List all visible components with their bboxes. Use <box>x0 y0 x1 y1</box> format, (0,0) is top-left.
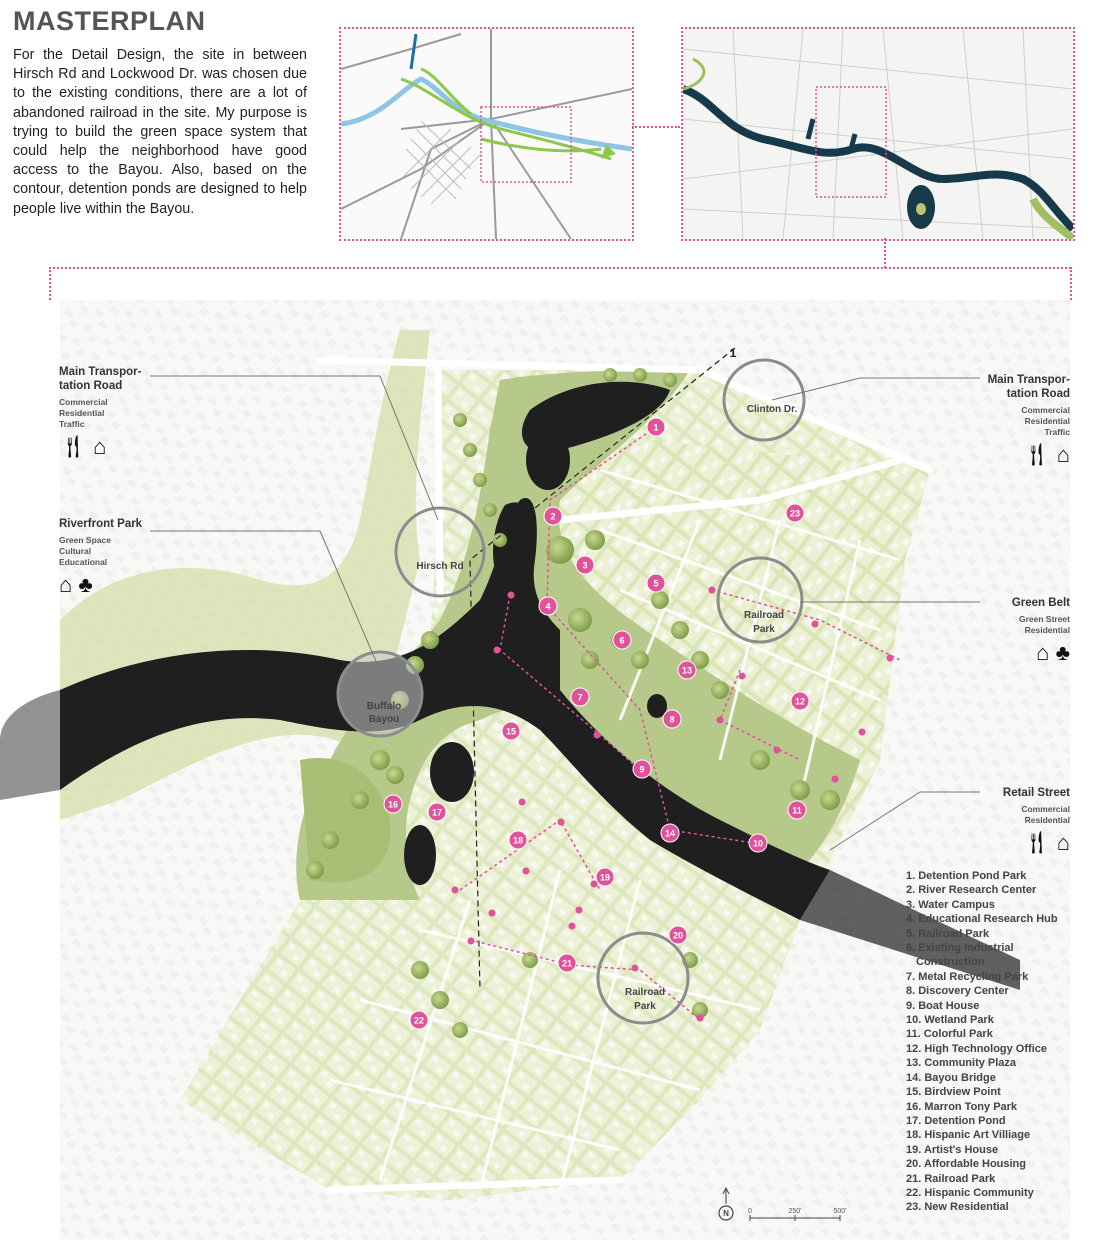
legend-item: 4. Educational Research Hub <box>906 913 1058 926</box>
site-marker-label-8: 8 <box>669 714 675 725</box>
legend-item: 12. High Technology Office <box>906 1042 1047 1055</box>
legend-item: 13. Community Plaza <box>906 1057 1017 1070</box>
legend-item: 5. Railroad Park <box>906 927 990 940</box>
site-marker-label-16: 16 <box>387 799 399 810</box>
fork-knife-icon: 🍴︎ <box>1022 442 1051 467</box>
callout-green-belt <box>970 596 1070 664</box>
legend-item: 15. Birdview Point <box>906 1086 1001 1099</box>
scale-tick: 500' <box>833 1208 847 1215</box>
inset-connector-down <box>884 238 886 268</box>
clinton-dr-label: Clinton Dr. <box>746 404 798 415</box>
callout-sub: Green Street <box>1018 614 1070 624</box>
site-marker-label-14: 14 <box>664 828 676 839</box>
callout-title: Main Transpor-tation Road <box>59 366 142 392</box>
legend-item: 21. Railroad Park <box>906 1172 996 1185</box>
section-marker: 1 <box>729 346 737 360</box>
fork-knife-icon: 🍴︎ <box>1022 830 1051 855</box>
callout-title: Main Transpor-tation Road <box>987 374 1070 400</box>
hirsch-rd-label: Hirsch Rd <box>416 561 464 572</box>
railroad-park-label-south: Railroad <box>624 987 666 998</box>
masterplan-frame-left <box>49 267 51 303</box>
house-icon: ⌂ <box>93 434 107 459</box>
house-icon: ⌂ <box>1036 640 1050 665</box>
callout-sub: Green Space <box>59 535 111 545</box>
site-marker-label-17: 17 <box>431 807 443 818</box>
legend-item: 7. Metal Recycling Park <box>906 970 1029 983</box>
masterplan-frame-top <box>49 267 1071 269</box>
callout-sub: Cultural <box>59 546 92 556</box>
site-marker-label-11: 11 <box>792 805 802 816</box>
tree-icon: ♣ <box>78 572 93 597</box>
site-marker-label-20: 20 <box>672 930 684 941</box>
callout-sub: Residential <box>1024 625 1070 635</box>
callout-sub: Residential <box>59 408 105 418</box>
scale-tick: 250' <box>788 1208 802 1215</box>
railroad-park-label-north-2: Park <box>753 624 775 635</box>
legend-item: 20. Affordable Housing <box>906 1158 1026 1171</box>
legend-item: 18. Hispanic Art Villiage <box>906 1129 1031 1142</box>
site-marker-label-22: 22 <box>413 1015 425 1026</box>
legend-item: 16. Marron Tony Park <box>906 1100 1018 1113</box>
north-label: N <box>723 1209 729 1218</box>
legend-item: 6. Existing Industrial <box>906 942 1014 955</box>
legend-item: 1. Detention Pond Park <box>906 870 1027 882</box>
site-marker-label-6: 6 <box>619 635 625 646</box>
page-title: MASTERPLAN <box>13 6 206 36</box>
site-marker-label-12: 12 <box>794 696 806 707</box>
scale-bar <box>716 1186 856 1226</box>
legend-item: 14. Bayou Bridge <box>906 1071 996 1084</box>
legend-item: 3. Water Campus <box>906 898 995 911</box>
callout-title: Retail Street <box>1002 787 1070 799</box>
bayou-label: Bayou <box>368 714 400 725</box>
callout-main-road-left <box>59 365 154 458</box>
legend-item: 11. Colorful Park <box>906 1028 993 1041</box>
house-icon: ⌂ <box>1056 442 1070 467</box>
house-icon: ⌂ <box>59 572 73 597</box>
callout-sub: Traffic <box>1044 427 1070 437</box>
context-inset-map <box>339 27 634 241</box>
bayou-inset-map <box>681 27 1075 241</box>
site-marker-label-2: 2 <box>550 511 556 522</box>
site-marker-label-1: 1 <box>653 422 659 433</box>
intro-paragraph: For the Detail Design, the site in between Hirsch Rd and Lockwood Dr. was chosen due to the existing conditions, there are a lot of abandoned railroad in the site. My purpose is trying to build the green space system that could help the neighborhood have good access to the Bayou. Also, based on the contour, detention ponds are designed to help people live within the Bayou. <box>13 47 307 217</box>
legend-item: 2. River Research Center <box>906 884 1037 897</box>
site-marker-label-19: 19 <box>599 872 611 883</box>
site-marker-label-15: 15 <box>505 726 517 737</box>
site-marker-label-4: 4 <box>545 601 551 612</box>
masterplan-frame-right <box>1070 267 1072 303</box>
legend-item: 17. Detention Pond <box>906 1114 1006 1127</box>
site-marker-label-7: 7 <box>577 692 583 703</box>
callout-sub: Commercial <box>59 397 108 407</box>
site-marker-label-3: 3 <box>582 560 588 571</box>
legend <box>906 869 1058 1215</box>
callout-sub: Educational <box>59 557 108 567</box>
site-marker-label-23: 23 <box>789 508 801 519</box>
inset-connector <box>632 126 680 128</box>
site-marker-label-13: 13 <box>681 665 693 676</box>
tree-icon: ♣ <box>1055 640 1070 665</box>
legend-item: Construction <box>916 956 985 969</box>
callout-sub: Commercial <box>1021 804 1070 814</box>
legend-item: 10. Wetland Park <box>906 1014 994 1027</box>
callout-sub: Traffic <box>59 419 85 429</box>
callout-main-road-right <box>970 373 1070 466</box>
legend-item: 19. Artist's House <box>906 1143 999 1156</box>
site-marker-label-9: 9 <box>639 764 645 775</box>
site-marker-label-10: 10 <box>752 838 764 849</box>
site-marker-label-21: 21 <box>561 958 573 969</box>
fork-knife-icon: 🍴︎ <box>59 434 87 459</box>
site-marker-label-18: 18 <box>512 835 524 846</box>
legend-item: 23. New Residential <box>906 1201 1009 1214</box>
callout-retail <box>970 786 1070 854</box>
railroad-park-label-south-2: Park <box>634 1001 656 1012</box>
legend-item: 22. Hispanic Community <box>906 1186 1034 1199</box>
legend-item: 8. Discovery Center <box>906 985 1009 998</box>
callout-sub: Commercial <box>1021 405 1070 415</box>
site-marker-label-5: 5 <box>653 578 659 589</box>
legend-item: 9. Boat House <box>906 999 980 1012</box>
railroad-park-label-north: Railroad <box>743 610 785 621</box>
callout-title: Riverfront Park <box>59 518 143 530</box>
callout-sub: Residential <box>1024 416 1070 426</box>
callout-sub: Residential <box>1024 815 1070 825</box>
buffalo-label: Buffalo <box>366 701 402 712</box>
house-icon: ⌂ <box>1056 830 1070 855</box>
callout-title: Green Belt <box>1011 597 1070 609</box>
callout-riverfront <box>59 517 159 596</box>
scale-tick: 0 <box>748 1208 752 1215</box>
